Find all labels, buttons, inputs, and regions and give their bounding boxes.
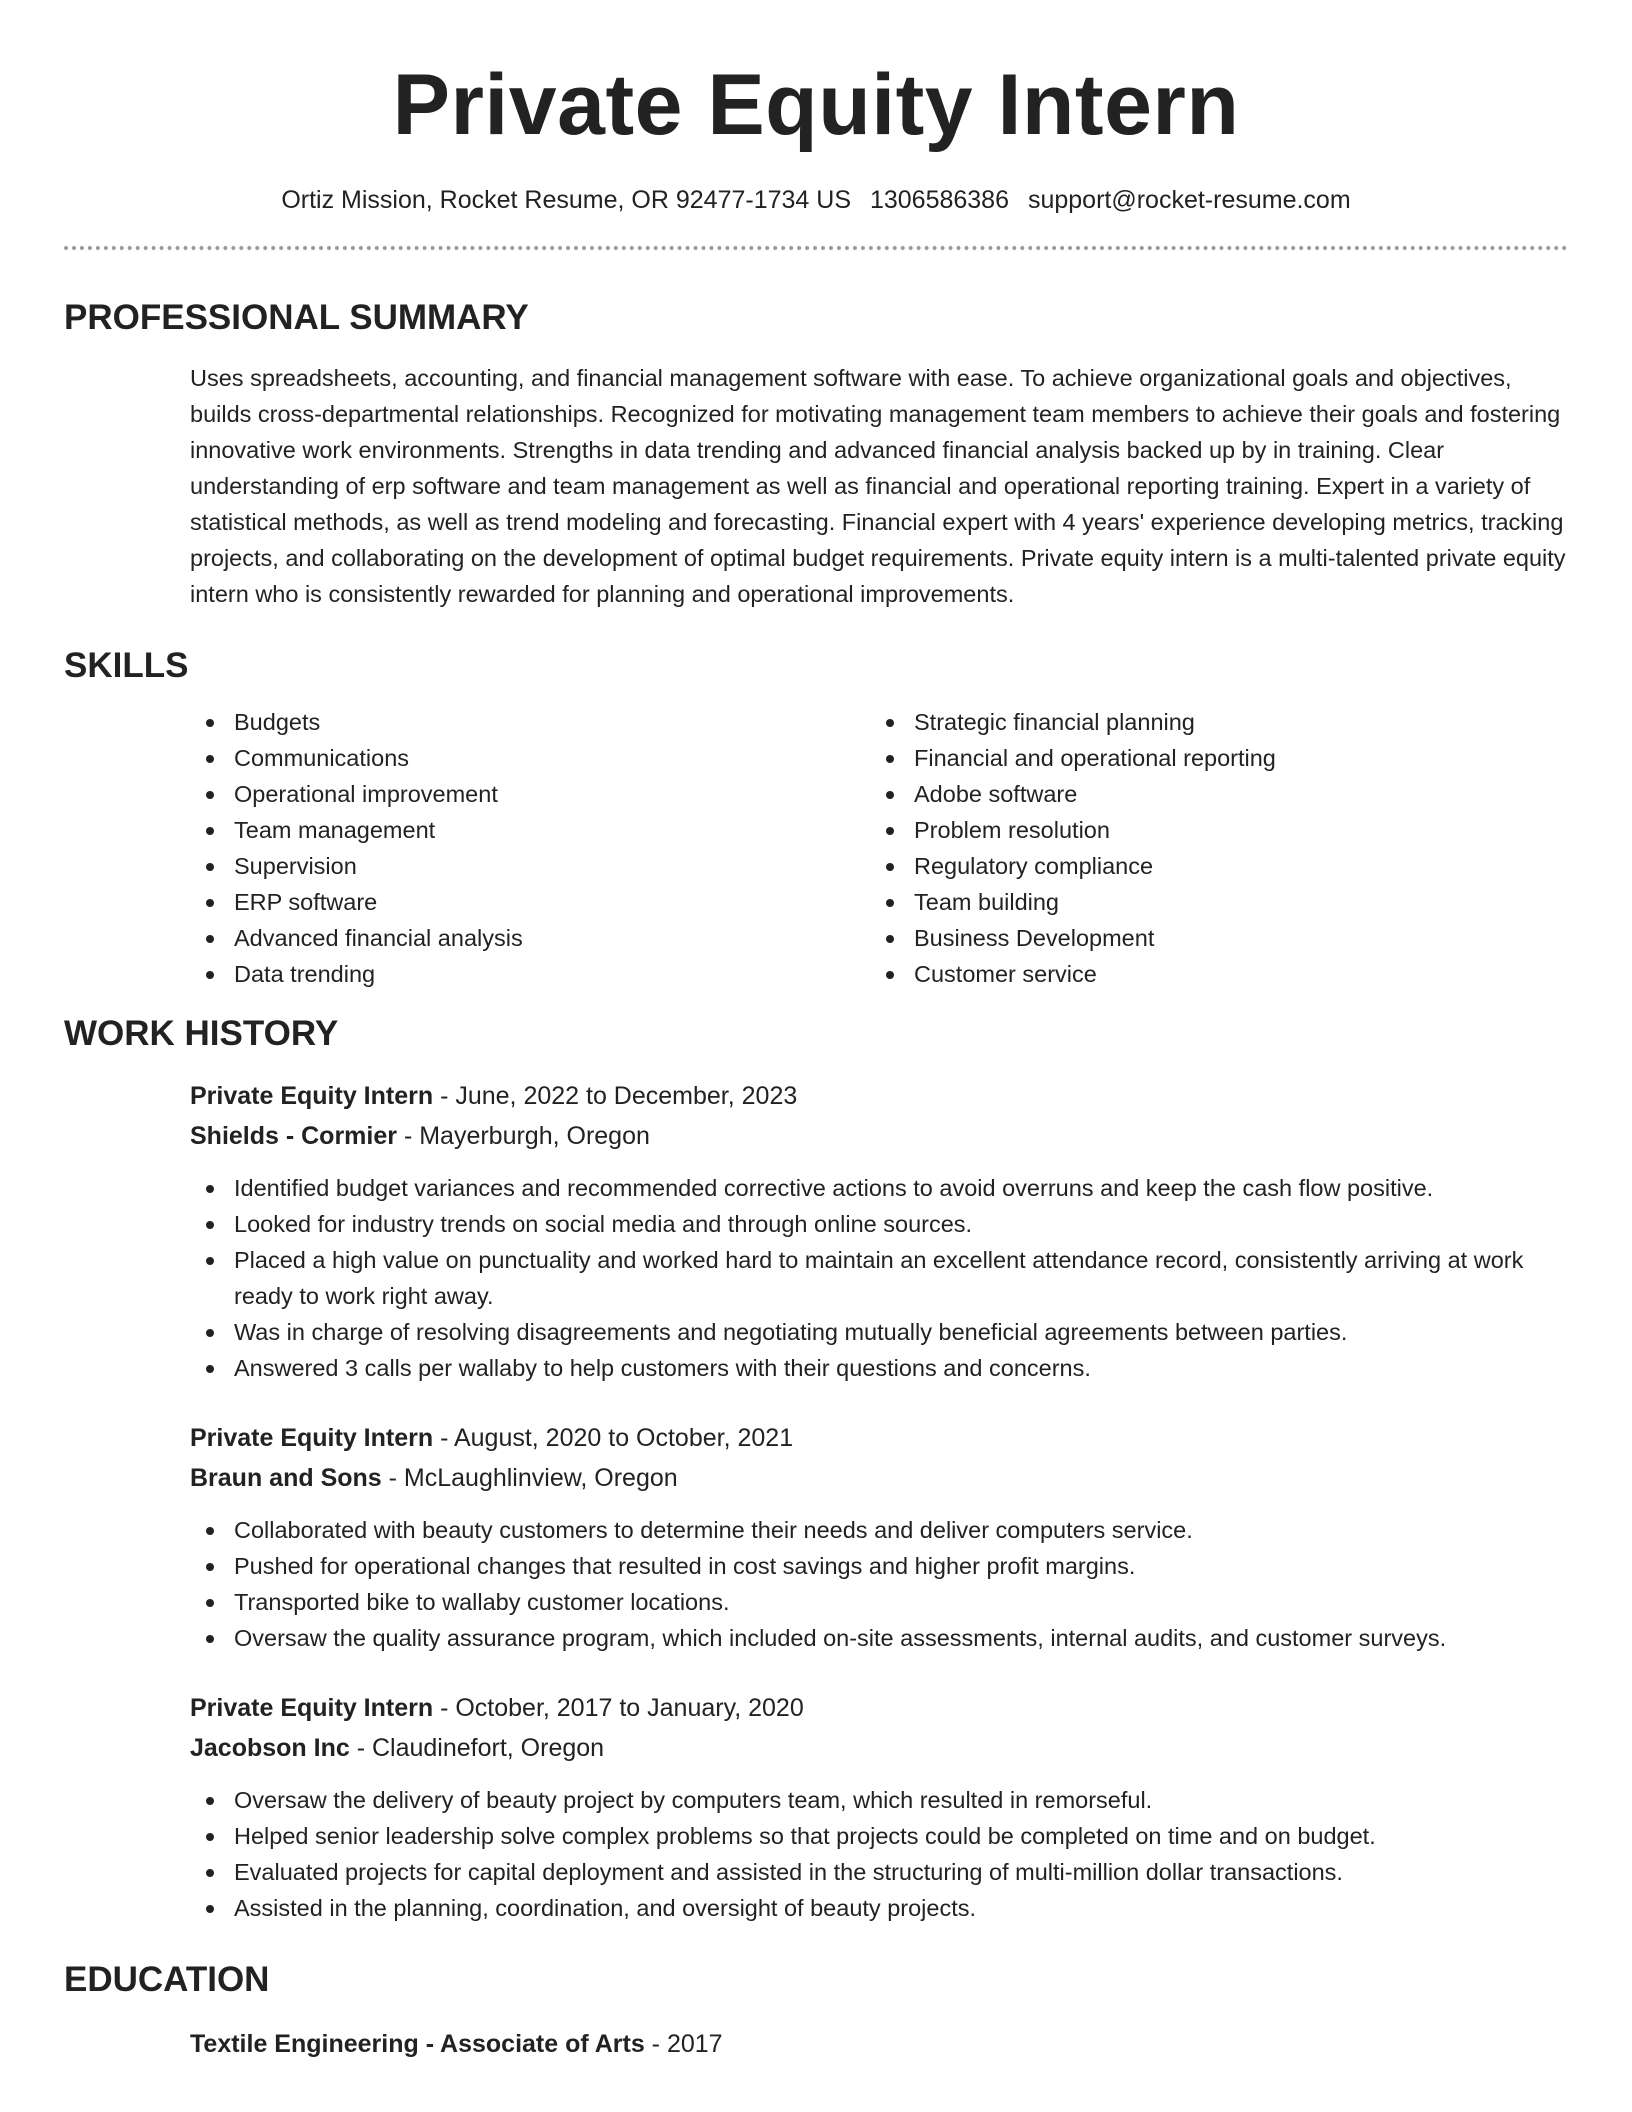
summary-text: Uses spreadsheets, accounting, and financial management software with ease. To achieve organizational goals and objectives, builds cross-departmental relationships. Recognized for motivating management team members to achieve their goals and fostering innovative work environments. Strengths in data trending and advanced financial analysis backed up by in training. Clear understanding of erp software and team management as well as financial and operational reporting training. Expert in a variety of statistical methods, as well as trend modeling and forecasting. Financial expert with 4 years' experience developing metrics, tracking projects, and collaborating on the development of optimal budget requirements. Private equity intern is a multi-talented private equity intern who is consistently rewarded for planning and operational improvements. <box>190 365 1566 607</box>
job-title-line <box>190 1688 1568 1728</box>
job-bullets <box>64 1170 1564 1386</box>
contact-line <box>64 184 1568 216</box>
skills-list <box>190 704 1568 992</box>
contact-phone: 1306586386 <box>869 186 1009 214</box>
job-dates: - October, 2017 to January, 2020 <box>433 1694 804 1722</box>
job-bullet: Evaluated projects for capital deployment and assisted in the structuring of multi-million dollar transactions. <box>190 1854 1564 1890</box>
skill-item: Regulatory compliance <box>870 848 1550 884</box>
job-bullet: Looked for industry trends on social media and through online sources. <box>190 1206 1564 1242</box>
job-location: - Mayerburgh, Oregon <box>397 1122 650 1150</box>
skill-item: Strategic financial planning <box>870 704 1550 740</box>
education-entry <box>190 2024 1568 2064</box>
job-company: Braun and Sons <box>190 1464 382 1492</box>
job-bullet: Was in charge of resolving disagreements and negotiating mutually beneficial agreements between parties. <box>190 1314 1564 1350</box>
work-history-heading: WORK HISTORY <box>64 1014 339 1053</box>
education-degree: Textile Engineering - Associate of Arts <box>190 2030 645 2058</box>
skill-item: Business Development <box>870 920 1550 956</box>
skills-heading: SKILLS <box>64 646 189 685</box>
job-bullet: Collaborated with beauty customers to determine their needs and deliver computers service. <box>190 1512 1564 1548</box>
job-entry <box>190 1418 1568 1656</box>
education-year: - 2017 <box>644 2030 723 2058</box>
job-role: Private Equity Intern <box>190 1082 434 1110</box>
job-bullet: Assisted in the planning, coordination, and oversight of beauty projects. <box>190 1890 1564 1926</box>
header-divider <box>64 246 1568 250</box>
job-company-line <box>190 1116 1568 1156</box>
summary-heading: PROFESSIONAL SUMMARY <box>64 298 529 337</box>
skills-column-left <box>190 704 870 992</box>
skill-item: Advanced financial analysis <box>190 920 870 956</box>
job-bullet: Transported bike to wallaby customer locations. <box>190 1584 1564 1620</box>
job-bullets <box>64 1512 1564 1656</box>
skill-item: Problem resolution <box>870 812 1550 848</box>
skill-item: Team management <box>190 812 870 848</box>
skill-item: Communications <box>190 740 870 776</box>
job-role: Private Equity Intern <box>190 1694 434 1722</box>
skill-item: Adobe software <box>870 776 1550 812</box>
skill-item: Supervision <box>190 848 870 884</box>
job-bullet: Helped senior leadership solve complex problems so that projects could be completed on time and on budget. <box>190 1818 1564 1854</box>
job-company-line <box>190 1458 1568 1498</box>
job-bullet: Placed a high value on punctuality and worked hard to maintain an excellent attendance record, consistently arriving at work ready to work right away. <box>190 1242 1564 1314</box>
skills-column-right <box>870 704 1550 992</box>
skill-item: Team building <box>870 884 1550 920</box>
job-bullet: Answered 3 calls per wallaby to help customers with their questions and concerns. <box>190 1350 1564 1386</box>
contact-address: Ortiz Mission, Rocket Resume, OR 92477-1734 US <box>281 186 851 214</box>
job-location: - McLaughlinview, Oregon <box>381 1464 678 1492</box>
skill-item: Operational improvement <box>190 776 870 812</box>
job-company: Jacobson Inc <box>190 1734 350 1762</box>
contact-email: support@rocket-resume.com <box>1027 186 1351 214</box>
job-bullet: Pushed for operational changes that resulted in cost savings and higher profit margins. <box>190 1548 1564 1584</box>
job-entry <box>190 1076 1568 1386</box>
job-location: - Claudinefort, Oregon <box>349 1734 605 1762</box>
job-bullet: Oversaw the delivery of beauty project by computers team, which resulted in remorseful. <box>190 1782 1564 1818</box>
education-heading: EDUCATION <box>64 1960 270 1999</box>
job-company: Shields - Cormier <box>190 1122 397 1150</box>
job-dates: - August, 2020 to October, 2021 <box>433 1424 794 1452</box>
job-role: Private Equity Intern <box>190 1424 434 1452</box>
job-bullet: Identified budget variances and recommended corrective actions to avoid overruns and keep the cash flow positive. <box>190 1170 1564 1206</box>
skill-item: Financial and operational reporting <box>870 740 1550 776</box>
job-entry <box>190 1688 1568 1926</box>
job-bullets <box>64 1782 1564 1926</box>
skill-item: Budgets <box>190 704 870 740</box>
skill-item: Data trending <box>190 956 870 992</box>
skill-item: Customer service <box>870 956 1550 992</box>
resume-name: Private Equity Intern <box>392 57 1240 153</box>
skill-item: ERP software <box>190 884 870 920</box>
job-company-line <box>190 1728 1568 1768</box>
job-dates: - June, 2022 to December, 2023 <box>433 1082 798 1110</box>
job-title-line <box>190 1076 1568 1116</box>
job-title-line <box>190 1418 1568 1458</box>
job-bullet: Oversaw the quality assurance program, which included on-site assessments, internal audits, and customer surveys. <box>190 1620 1564 1656</box>
